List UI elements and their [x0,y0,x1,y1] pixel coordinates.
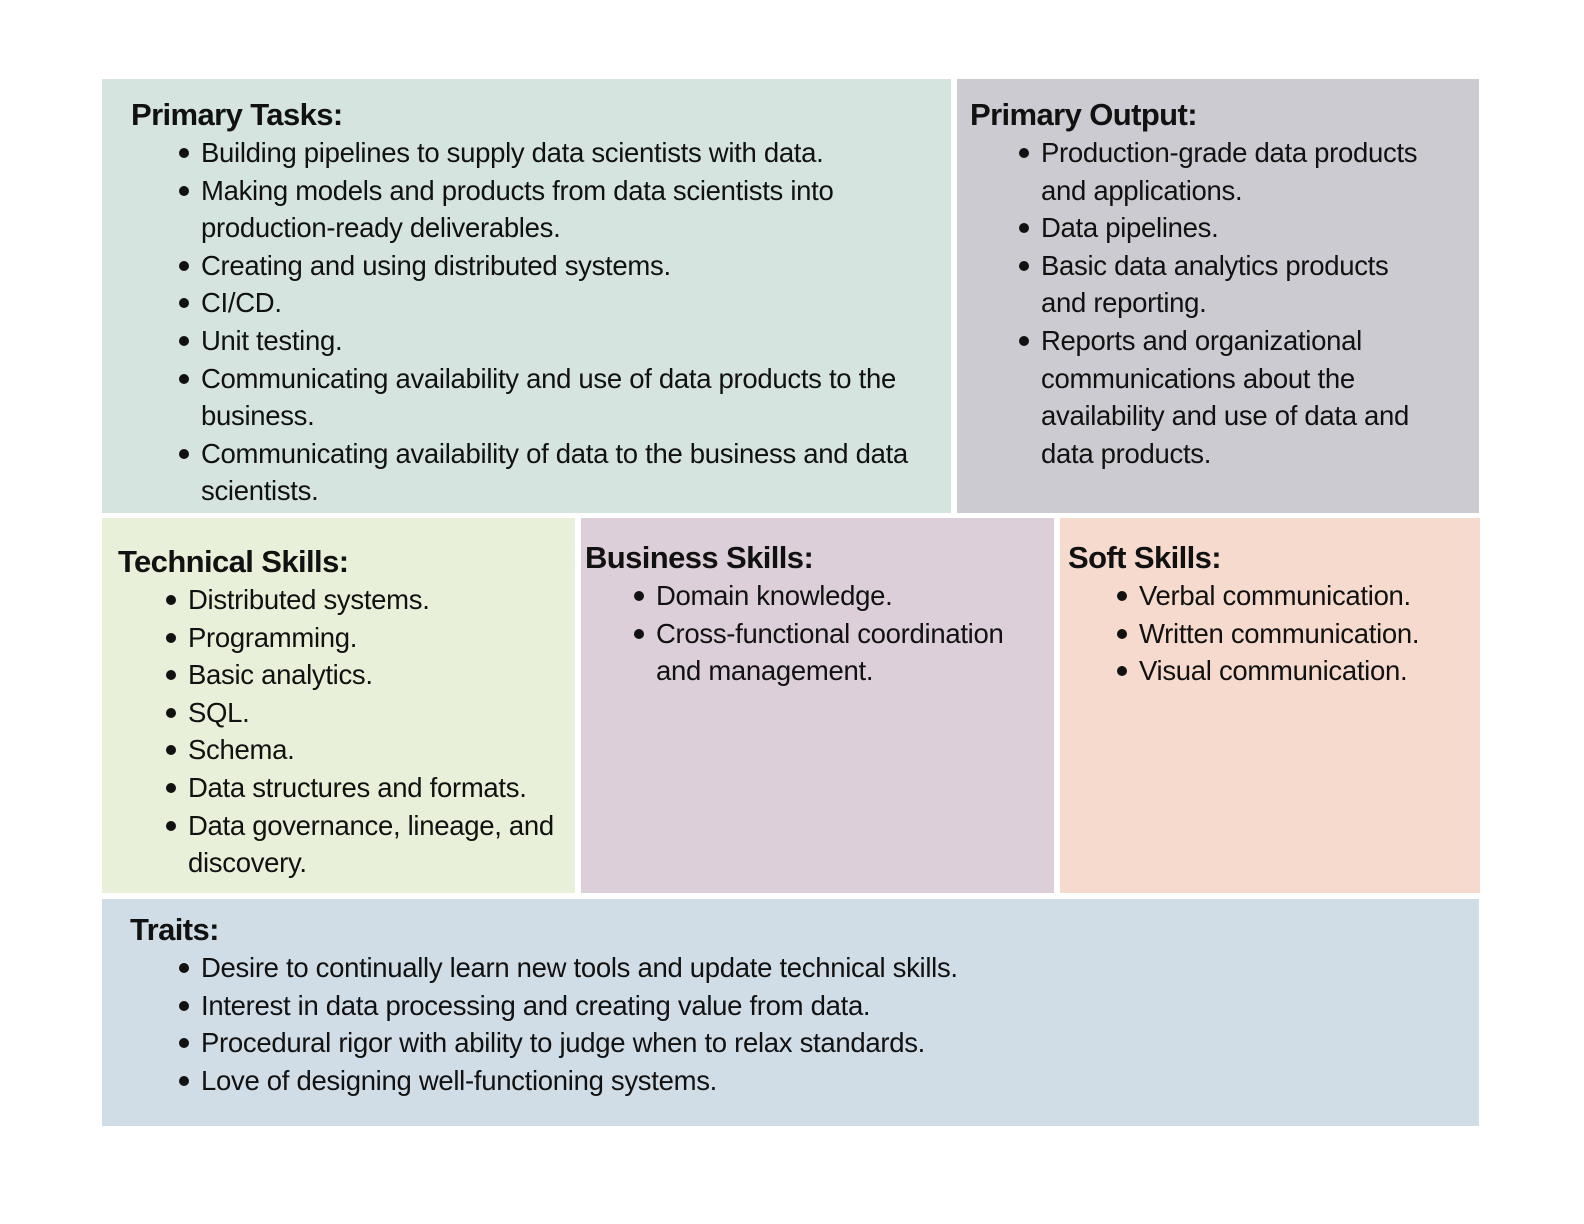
business-skills-list [632,577,1052,690]
technical-skills-item: SQL. [164,694,569,732]
soft-skills-list [1115,577,1475,690]
primary-tasks-list [177,134,937,510]
traits-item: Desire to continually learn new tools and update technical skills. [177,949,1377,987]
primary-tasks-item: Creating and using distributed systems. [177,247,937,285]
soft-skills-panel [1060,518,1480,893]
traits-item: Interest in data processing and creating value from data. [177,987,1377,1025]
technical-skills-panel [102,518,575,893]
soft-skills-item: Written communication. [1115,615,1475,653]
soft-skills-item: Visual communication. [1115,652,1475,690]
traits-panel [102,899,1479,1126]
primary-output-item: Production-grade data products and applications. [1017,134,1437,209]
technical-skills-item: Data governance, lineage, and discovery. [164,807,569,882]
primary-tasks-item: Building pipelines to supply data scientists with data. [177,134,937,172]
primary-output-item: Reports and organizational communications about the availability and use of data and data products. [1017,322,1437,472]
technical-skills-item: Data structures and formats. [164,769,569,807]
traits-item: Procedural rigor with ability to judge when to relax standards. [177,1024,1377,1062]
primary-tasks-item: Communicating availability and use of data products to the business. [177,360,937,435]
primary-output-item: Data pipelines. [1017,209,1437,247]
primary-output-title: Primary Output: [970,97,1197,132]
technical-skills-item: Schema. [164,731,569,769]
soft-skills-item: Verbal communication. [1115,577,1475,615]
primary-output-item: Basic data analytics products and reporting. [1017,247,1437,322]
technical-skills-item: Programming. [164,619,569,657]
primary-output-panel [957,79,1479,513]
business-skills-item: Cross-functional coordination and management. [632,615,1052,690]
primary-tasks-panel [102,79,951,513]
primary-tasks-item: Making models and products from data scientists into production-ready deliverables. [177,172,937,247]
technical-skills-title: Technical Skills: [118,544,349,579]
primary-output-list [1017,134,1437,472]
business-skills-item: Domain knowledge. [632,577,1052,615]
traits-title: Traits: [130,912,219,947]
business-skills-title: Business Skills: [585,540,814,575]
business-skills-panel [581,518,1054,893]
soft-skills-title: Soft Skills: [1068,540,1221,575]
primary-tasks-item: Communicating availability of data to the business and data scientists. [177,435,937,510]
primary-tasks-item: Unit testing. [177,322,937,360]
technical-skills-item: Basic analytics. [164,656,569,694]
primary-tasks-item: CI/CD. [177,284,937,322]
primary-tasks-title: Primary Tasks: [131,97,343,132]
technical-skills-list [164,581,569,882]
traits-list [177,949,1377,1099]
traits-item: Love of designing well-functioning systems. [177,1062,1377,1100]
technical-skills-item: Distributed systems. [164,581,569,619]
